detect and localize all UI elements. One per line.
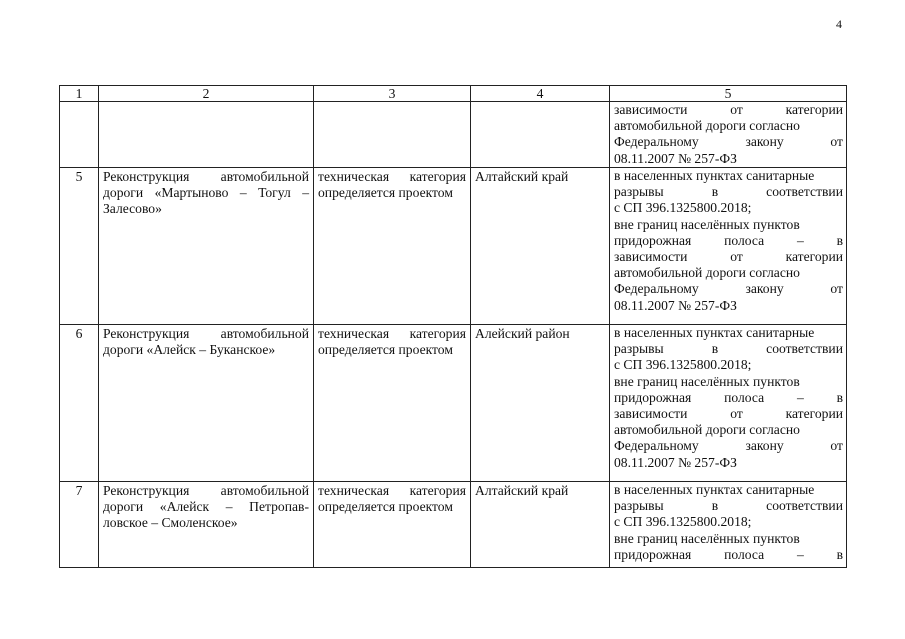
note-line (614, 374, 843, 390)
note-word: автомобильной дороги согласно (614, 265, 800, 281)
note-word: от (830, 134, 843, 150)
row-number: 6 (60, 325, 99, 482)
note-word: в (836, 546, 843, 562)
note-line (614, 514, 843, 530)
note-word: с СП 396.1325800.2018; (614, 514, 752, 530)
note-word: придорожная (614, 546, 692, 562)
note-word: закону (745, 281, 784, 297)
object-category: техническая категория определяется проектом (314, 325, 471, 482)
column-header: 5 (610, 86, 847, 102)
note-line (614, 184, 843, 200)
note-word: закону (745, 134, 784, 150)
note-word: от (730, 405, 743, 421)
object-note (610, 325, 847, 482)
note-line (614, 390, 843, 406)
note-word: в (711, 341, 719, 357)
object-name: Реконструкция автомобильной дороги «Мартыново – Тогул – Залесово» (99, 168, 314, 325)
object-location: Алтайский край (471, 482, 610, 568)
note-word: в населенных пунктах санитарные (614, 482, 815, 497)
note-line (614, 455, 843, 471)
object-location: Алейский район (471, 325, 610, 482)
note-word: полоса (724, 232, 765, 248)
document-table (59, 85, 847, 568)
table-row (60, 325, 847, 482)
note-line (614, 281, 843, 297)
table-row (60, 102, 847, 168)
row-number: 5 (60, 168, 99, 325)
note-word: в (836, 232, 843, 248)
object-name (99, 102, 314, 168)
note-word: с СП 396.1325800.2018; (614, 200, 752, 216)
note-line (614, 357, 843, 373)
note-word: вне границ населённых пунктов (614, 216, 800, 232)
table-header-row (60, 86, 847, 102)
note-word: соответствии (766, 341, 843, 357)
row-number: 7 (60, 482, 99, 568)
note-line (614, 422, 843, 438)
note-word: разрывы (614, 341, 664, 357)
note-word: от (830, 438, 843, 454)
note-word: придорожная (614, 232, 692, 248)
note-word: в (836, 389, 843, 405)
note-line (614, 102, 843, 118)
note-word: с СП 396.1325800.2018; (614, 357, 752, 373)
note-word: зависимости (614, 248, 688, 264)
note-line (614, 438, 843, 454)
object-note (610, 482, 847, 568)
page-number: 4 (836, 17, 842, 31)
note-line (614, 118, 843, 134)
note-word: – (796, 232, 804, 248)
note-word: от (730, 248, 743, 264)
note-word: – (796, 546, 804, 562)
note-word: закону (745, 438, 784, 454)
object-name: Реконструкция автомобильной дороги «Алейск – Петропав-ловское – Смоленское» (99, 482, 314, 568)
note-word: вне границ населённых пунктов (614, 530, 800, 546)
note-line (614, 168, 843, 184)
note-word: 08.11.2007 № 257-ФЗ (614, 454, 737, 470)
note-word: от (830, 281, 843, 297)
note-word: от (730, 102, 743, 117)
note-word: разрывы (614, 184, 664, 200)
note-word: в (711, 498, 719, 514)
note-word: соответствии (766, 498, 843, 514)
note-word: категории (785, 102, 843, 117)
note-line (614, 341, 843, 357)
note-line (614, 249, 843, 265)
note-line (614, 482, 843, 498)
note-word: зависимости (614, 405, 688, 421)
note-word: соответствии (766, 184, 843, 200)
object-name: Реконструкция автомобильной дороги «Алейск – Буканское» (99, 325, 314, 482)
table-row (60, 168, 847, 325)
object-location (471, 102, 610, 168)
note-word: 08.11.2007 № 257-ФЗ (614, 297, 737, 313)
note-line (614, 151, 843, 167)
note-line (614, 406, 843, 422)
column-header: 1 (60, 86, 99, 102)
note-word: категории (785, 405, 843, 421)
note-line (614, 200, 843, 216)
object-location: Алтайский край (471, 168, 610, 325)
note-line (614, 498, 843, 514)
note-line (614, 233, 843, 249)
table-row (60, 482, 847, 568)
note-word: полоса (724, 389, 765, 405)
object-note (610, 102, 847, 168)
object-category (314, 102, 471, 168)
note-word: – (796, 389, 804, 405)
note-line (614, 325, 843, 341)
note-word: вне границ населённых пунктов (614, 373, 800, 389)
column-header: 3 (314, 86, 471, 102)
column-header: 2 (99, 86, 314, 102)
note-word: Федеральному (614, 438, 699, 454)
note-word: 08.11.2007 № 257-ФЗ (614, 150, 737, 166)
note-line (614, 217, 843, 233)
note-line (614, 547, 843, 563)
object-note (610, 168, 847, 325)
object-category: техническая категория определяется проектом (314, 482, 471, 568)
note-word: разрывы (614, 498, 664, 514)
note-line (614, 531, 843, 547)
note-word: Федеральному (614, 281, 699, 297)
column-header: 4 (471, 86, 610, 102)
note-word: в населенных пунктах санитарные (614, 325, 815, 340)
note-word: в (711, 184, 719, 200)
note-word: придорожная (614, 389, 692, 405)
note-word: зависимости (614, 102, 688, 117)
note-word: автомобильной дороги согласно (614, 118, 800, 134)
row-number (60, 102, 99, 168)
note-line (614, 134, 843, 150)
note-line (614, 298, 843, 314)
note-word: в населенных пунктах санитарные (614, 168, 815, 183)
object-category: техническая категория определяется проектом (314, 168, 471, 325)
note-word: Федеральному (614, 134, 699, 150)
note-word: полоса (724, 546, 765, 562)
note-line (614, 265, 843, 281)
note-word: автомобильной дороги согласно (614, 422, 800, 438)
note-word: категории (785, 248, 843, 264)
